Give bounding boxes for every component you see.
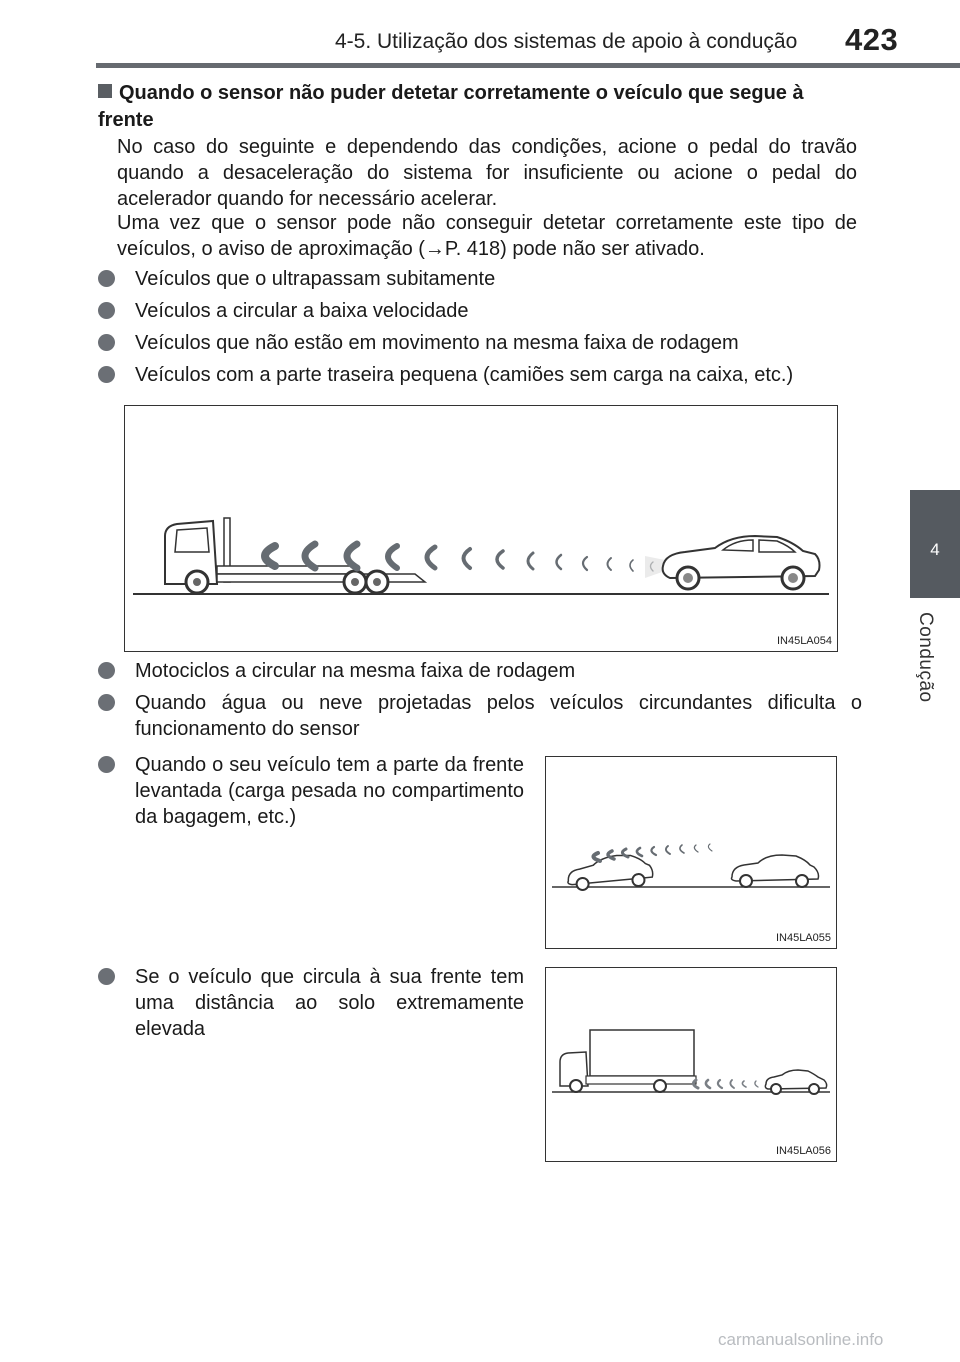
watermark: carmanualsonline.info xyxy=(718,1330,884,1349)
figure-code: IN45LA056 xyxy=(775,1145,831,1157)
chapter-label: Condução xyxy=(915,612,936,703)
intro-paragraph-1: No caso do seguinte e dependendo das condições, acione o pedal do travão quando a desaceleração do sistema for insuficiente ou acione o pedal do acelerador quando for necessário acelerar. xyxy=(117,136,857,210)
bullet-dot-icon xyxy=(98,270,115,287)
square-bullet-icon xyxy=(98,84,112,98)
header-section-title: 4-5. Utilização dos sistemas de apoio à condução xyxy=(335,30,798,53)
figure-raised-front xyxy=(545,756,837,949)
figure-high-clearance-truck xyxy=(545,967,837,1162)
list-item: Veículos que não estão em movimento na mesma faixa de rodagem xyxy=(98,330,862,356)
list-item: Quando água ou neve projetadas pelos veículos circundantes dificulta o funcionamento do sensor xyxy=(98,690,862,742)
header-rule xyxy=(96,63,960,68)
list-item: Quando o seu veículo tem a parte da frente levantada (carga pesada no compartimento da bagagem, etc.) xyxy=(98,752,524,830)
bullet-dot-icon xyxy=(98,366,115,383)
list-item: Se o veículo que circula à sua frente tem uma distância ao solo extremamente elevada xyxy=(98,964,524,1042)
section-heading xyxy=(98,80,862,134)
section-heading-text: Quando o sensor não puder detetar corretamente o veículo que segue à frente xyxy=(98,82,804,131)
list-item: Motociclos a circular na mesma faixa de rodagem xyxy=(98,658,862,684)
chapter-number: 4 xyxy=(930,540,940,559)
bullet-dot-icon xyxy=(98,334,115,351)
bullet-dot-icon xyxy=(98,662,115,679)
high-clearance-truck-illustration xyxy=(546,968,836,1161)
bullet-dot-icon xyxy=(98,968,115,985)
intro-paragraph-2: Uma vez que o sensor pode não conseguir detetar corretamente este tipo de veículos, o aviso de aproximação (→P. 418) pode não ser ativado. xyxy=(117,212,857,260)
bullet-dot-icon xyxy=(98,756,115,773)
raised-front-illustration xyxy=(546,757,836,948)
figure-truck-flatbed xyxy=(124,405,838,652)
list-item: Veículos com a parte traseira pequena (camiões sem carga na caixa, etc.) xyxy=(98,362,862,388)
figure-code: IN45LA054 xyxy=(776,635,832,647)
figure-code: IN45LA055 xyxy=(775,932,831,944)
truck-flatbed-illustration xyxy=(125,406,837,651)
bullet-dot-icon xyxy=(98,302,115,319)
page-number: 423 xyxy=(845,22,899,57)
list-item: Veículos que o ultrapassam subitamente xyxy=(98,266,862,292)
list-item: Veículos a circular a baixa velocidade xyxy=(98,298,862,324)
bullet-dot-icon xyxy=(98,694,115,711)
